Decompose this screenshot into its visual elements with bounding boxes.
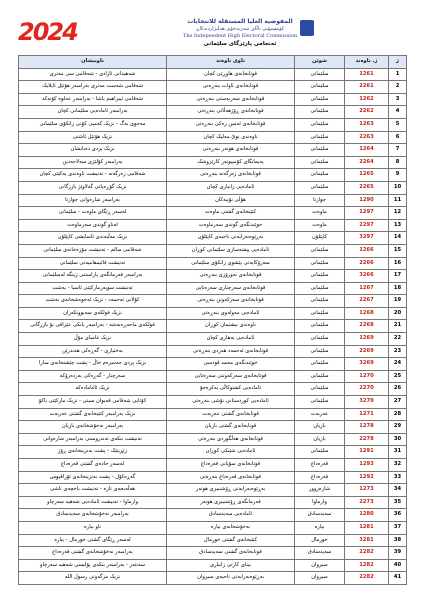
center-name: قوتابخانەی گشتی عەربەت [167, 408, 295, 421]
center-name: فەرمانگەی ڕۆشنبیری هونەر [167, 496, 295, 509]
address-cell: شەهیدانی ئازادی - شەقامی سی مەتری [19, 68, 167, 81]
center-name: قوتابخانەی زەرگەتە بنەڕەتی [167, 169, 295, 182]
center-name: ناوەندی نوێ مەلیک کچان [167, 131, 295, 144]
center-name: هۆڵی بۆینەکان [167, 194, 295, 207]
center-name: قوتابخانەی سەرچناری سەرەتایی [167, 282, 295, 295]
center-name: قوتابخانەی نەورۆزی بنەڕەتی [167, 270, 295, 283]
address-cell: تەنیشت سوپەرمارکێتی ئاسیا - بەشت [19, 282, 167, 295]
row-number: 17 [389, 270, 407, 283]
city-cell: سیروان [295, 559, 345, 572]
center-name: قوتابخانەی ڕۆژهەڵاتی بنەڕەتی [167, 106, 295, 119]
table-row [19, 156, 407, 169]
row-number: 12 [389, 207, 407, 220]
row-number: 9 [389, 169, 407, 182]
row-number: 14 [389, 232, 407, 245]
table-row [19, 81, 407, 94]
table-row [19, 144, 407, 157]
row-number: 5 [389, 118, 407, 131]
address-cell: شەقامی زەرگەتە - تەنیشت ناوەندی یەکێتی کچان [19, 169, 167, 182]
center-name: بەڕێوەبەرایەتی ناحیەی سیروان [167, 572, 295, 585]
row-number: 16 [389, 257, 407, 270]
address-cell: سەنتەر - بەرامبەر بنکەی پۆلیسی شەهید سەرچاو [19, 559, 167, 572]
table-row [19, 396, 407, 409]
table-row [19, 358, 407, 371]
row-number: 15 [389, 244, 407, 257]
center-id: 1267 [345, 282, 389, 295]
table-row [19, 194, 407, 207]
table-row [19, 446, 407, 459]
table-row [19, 106, 407, 119]
row-number: 26 [389, 383, 407, 396]
row-number: 13 [389, 219, 407, 232]
center-name: قوتابخانەی هاوڕێی کچان [167, 68, 295, 81]
city-cell: ماوەت [295, 219, 345, 232]
row-number: 21 [389, 320, 407, 333]
center-id: 2282 [345, 547, 389, 560]
center-id: 1263 [345, 118, 389, 131]
table-row [19, 521, 407, 534]
address-cell: فولکەی ماجەڕەبەشە - بەرامبەر بانکی عێراقی بۆ بازرگانی [19, 320, 167, 333]
address-cell: لەسەر جادەی گشتی قەرەداغ [19, 459, 167, 472]
table-row [19, 345, 407, 358]
center-id: 1266 [345, 244, 389, 257]
row-number: 6 [389, 131, 407, 144]
center-name: قوتابخانەی سۆپانی قەرەداغ [167, 459, 295, 472]
table-row [19, 383, 407, 396]
address-cell: بەرامبەر نەخۆشخانەی گشتی قەرەداغ [19, 547, 167, 560]
city-cell: سلێمانی [295, 144, 345, 157]
city-cell: ماوەت [295, 207, 345, 220]
address-cell: کۆتایی شەقامی قەیوان سیتی - نزیک مارکێتی باکۆ [19, 396, 167, 409]
center-id: 1282 [345, 559, 389, 572]
city-cell: سلێمانی [295, 307, 345, 320]
city-cell: سلێمانی [295, 93, 345, 106]
table-row [19, 333, 407, 346]
table-row [19, 433, 407, 446]
table-row [19, 244, 407, 257]
center-id: 1270 [345, 370, 389, 383]
center-id: 3266 [345, 270, 389, 283]
row-number: 39 [389, 547, 407, 560]
header-kurdish-title: كۆمسیۆنی باڵای سەربەخۆی هەڵبژاردنەکان [195, 26, 285, 32]
city-cell: سلێمانی [295, 446, 345, 459]
row-number: 1 [389, 68, 407, 81]
address-cell: نزیک هۆتێل ئاشتی [19, 131, 167, 144]
row-number: 36 [389, 509, 407, 522]
table-row [19, 232, 407, 245]
row-number: 38 [389, 534, 407, 547]
center-name: ئامادەیی زانیاری کچان [167, 181, 295, 194]
center-name: بەڕێوەبەرایەتی ڕۆشنبیری هونەر [167, 484, 295, 497]
header-no: ژ [389, 56, 407, 69]
center-id: 1262 [345, 93, 389, 106]
center-id: 2269 [345, 345, 389, 358]
city-cell: بازیان [295, 421, 345, 434]
header-id: ژ. ناوەند [345, 56, 389, 69]
city-cell: سلێمانی [295, 396, 345, 409]
center-id: 2267 [345, 295, 389, 308]
center-id: 2261 [345, 81, 389, 94]
city-cell: سلێمانی [295, 257, 345, 270]
address-cell: نزیک غامبای مۆڵ [19, 333, 167, 346]
center-id: 1293 [345, 459, 389, 472]
city-cell: سلێمانی [295, 118, 345, 131]
center-id: 2270 [345, 383, 389, 396]
row-number: 19 [389, 295, 407, 308]
center-name: ناوەندی نیشتمان کوڕان [167, 320, 295, 333]
center-name: سەرۆکایەتی پێشوی زانکۆی سلێمانی [167, 257, 295, 270]
centers-table [18, 55, 407, 585]
table-row [19, 68, 407, 81]
table-row [19, 169, 407, 182]
address-cell: بەرامبەر شارەوانی چوارتا [19, 194, 167, 207]
header-address: ناونیشان [19, 56, 167, 69]
row-number: 28 [389, 408, 407, 421]
table-row [19, 534, 407, 547]
center-name: بەڕێوەبەرایەتی ناحیەی کاپێلۆن [167, 232, 295, 245]
center-id: 2297 [345, 219, 389, 232]
address-cell: گەڕەکۆل - پشت بەنزینخانەی ئۆراقیوس [19, 471, 167, 484]
table-row [19, 509, 407, 522]
center-id: 1297 [345, 207, 389, 220]
table-row [19, 270, 407, 283]
city-cell: خورمال [295, 534, 345, 547]
table-row [19, 547, 407, 560]
center-name: خوێندنگەی گوندی سەرماوەت [167, 219, 295, 232]
address-cell: بەرامبەر فەرمانگەی پاراستنی ژینگە لەسلێمانی [19, 270, 167, 283]
center-name: ئامادەیی شێنکی کوڕان [167, 446, 295, 459]
row-number: 3 [389, 93, 407, 106]
city-cell: سلێمانی [295, 156, 345, 169]
center-name: قوتابخانەی ئەمین زەکی بنەڕەتی [167, 118, 295, 131]
table-header-row [19, 56, 407, 69]
table-row [19, 181, 407, 194]
city-cell: سلێمانی [295, 358, 345, 371]
city-cell: سلێمانی [295, 68, 345, 81]
table-row [19, 459, 407, 472]
address-cell: نزیک پردی دەبابشان [19, 144, 167, 157]
center-name: قوتابخانەی سەرکەوتن بنەڕەتی [167, 295, 295, 308]
center-name: قوتابخانەی گشتی بازیان [167, 421, 295, 434]
center-id: 2263 [345, 131, 389, 144]
address-cell: تەنیشت قائیمقامیەتی سلێمانی [19, 257, 167, 270]
center-name: قوتابخانەی ئاوات بنەڕەتی [167, 81, 295, 94]
address-cell: نزیک پردی حەسرەم خاڵ - پشت چێشتخانەی سارا [19, 358, 167, 371]
address-cell: مەحوی بەگ - نزیک کەمپی کۆنی زانکۆی سلێمانی [19, 118, 167, 131]
city-cell: سلێمانی [295, 131, 345, 144]
city-cell: سلێمانی [295, 282, 345, 295]
city-cell: سلێمانی [295, 295, 345, 308]
row-number: 8 [389, 156, 407, 169]
address-cell: نزیک بەرامبەر کتێبخانەی گشتی عەربەت [19, 408, 167, 421]
city-cell: سلێمانی [295, 333, 345, 346]
center-id: 2282 [345, 572, 389, 585]
city-cell: عەربەت [295, 408, 345, 421]
row-number: 18 [389, 282, 407, 295]
center-name: کتێبخانەی گشتی خورمال [167, 534, 295, 547]
center-name: پەیمانگای کۆمپیوتەر کارێزوشک [167, 156, 295, 169]
header-center: ناوی ناوەند [167, 56, 295, 69]
table-row [19, 257, 407, 270]
row-number: 31 [389, 446, 407, 459]
address-cell: نزیک فولکەی سەبوونکەران [19, 307, 167, 320]
center-name: ئامادەیی سەیدسادق [167, 509, 295, 522]
address-cell: شەقامی ئیبراهیم پاشا - بەرامبەر عەلوە کۆنەکە [19, 93, 167, 106]
center-name: قوتابخانەی قەرەداغ بنەڕەتی [167, 471, 295, 484]
row-number: 34 [389, 484, 407, 497]
header-english-title: The Independent High Electoral Commission [182, 33, 298, 39]
address-cell: هەڵەبجەی تازە - تەنیشت باخچەی ناشی [19, 484, 167, 497]
city-cell: سلێمانی [295, 244, 345, 257]
row-number: 7 [389, 144, 407, 157]
table-body [19, 68, 407, 584]
center-id: 1292 [345, 471, 389, 484]
center-name: قوتابخانەی گشتی سەیدسادق [167, 547, 295, 560]
center-name: قوتابخانەی سەرکەوتنی سەرەتایی [167, 370, 295, 383]
header-arabic-title: المفوضية العليا المستقلة للانتخابات [187, 18, 293, 25]
address-cell: کۆلانی ئەحمەد - نزیک ئەخوەشخانەی بەشت [19, 295, 167, 308]
table-row [19, 484, 407, 497]
address-cell: زێڕینێک - پشت بەنزینخانەی ڕۆژ [19, 446, 167, 459]
city-cell: قەرەداغ [295, 459, 345, 472]
center-id: 3269 [345, 358, 389, 371]
address-cell: سەرچنار - گەڕەکی بەردەرۆکە [19, 370, 167, 383]
center-id: 1265 [345, 169, 389, 182]
table-row [19, 408, 407, 421]
city-cell: بیارە [295, 521, 345, 534]
table-row [19, 131, 407, 144]
center-id: 1261 [345, 68, 389, 81]
city-cell: بازیان [295, 433, 345, 446]
row-number: 23 [389, 345, 407, 358]
center-id: 2268 [345, 320, 389, 333]
row-number: 20 [389, 307, 407, 320]
row-number: 4 [389, 106, 407, 119]
row-number: 29 [389, 421, 407, 434]
city-cell: سلێمانی [295, 106, 345, 119]
address-cell: شەقامی سالم - تەنیشت مۆزەخانەی سلێمانی [19, 244, 167, 257]
center-id: 2278 [345, 433, 389, 446]
city-cell: سلێمانی [295, 270, 345, 283]
header-subtitle: ئەنجامی پارێزگای سلێمانی [203, 41, 277, 47]
city-cell: سیروان [295, 572, 345, 585]
header-city: شوێن [295, 56, 345, 69]
center-name: خوێندنگەی محمد قودسی [167, 358, 295, 371]
row-number: 37 [389, 521, 407, 534]
table-row [19, 219, 407, 232]
center-id: 1278 [345, 421, 389, 434]
center-id: 3297 [345, 232, 389, 245]
table-row [19, 370, 407, 383]
address-cell: نزیک مەڵبەندی ئاسایشی کاپێلۆن [19, 232, 167, 245]
address-cell: بەختیاری - گەڕەکی هەندرێن [19, 345, 167, 358]
city-cell: سلێمانی [295, 169, 345, 182]
city-cell: وارماوا [295, 496, 345, 509]
center-id: 1290 [345, 194, 389, 207]
table-row [19, 496, 407, 509]
center-id: 1269 [345, 333, 389, 346]
table-row [19, 572, 407, 585]
center-id: 3281 [345, 534, 389, 547]
row-number: 40 [389, 559, 407, 572]
center-id: 1273 [345, 484, 389, 497]
address-cell: لەسەر ڕێگای گشتی خورمال - بیارە [19, 534, 167, 547]
center-name: بینای کارتی زانیاری [167, 559, 295, 572]
city-cell: سلێمانی [295, 320, 345, 333]
center-name: نەخۆشخانەی بیارە [167, 521, 295, 534]
table-row [19, 207, 407, 220]
center-name: ئامادەیی مەولەوی بنەڕەتی [167, 307, 295, 320]
center-name: قوتابخانەی سەربەستی بنەڕەتی [167, 93, 295, 106]
row-number: 10 [389, 181, 407, 194]
center-id: 1268 [345, 307, 389, 320]
row-number: 27 [389, 396, 407, 409]
city-cell: کاپێلۆن [295, 232, 345, 245]
center-id: 1280 [345, 509, 389, 522]
address-cell: بەرامبەر ئامادەیی سلێمانی کچان [19, 106, 167, 119]
address-cell: بەرامبەر نەخۆشخانەی بازیان [19, 421, 167, 434]
city-cell: سلێمانی [295, 370, 345, 383]
table-row [19, 421, 407, 434]
city-cell: سەیدسادق [295, 547, 345, 560]
row-number: 25 [389, 370, 407, 383]
address-cell: لەسەر ڕێگای ماوەت - سلێمانی [19, 207, 167, 220]
table-row [19, 118, 407, 131]
center-name: ئامادەیی پیشەسازی سلێمانی کوڕان [167, 244, 295, 257]
center-id: 1271 [345, 408, 389, 421]
city-cell: شارەزوور [295, 484, 345, 497]
city-cell: سلێمانی [295, 383, 345, 396]
city-cell: سەیدسادق [295, 509, 345, 522]
city-cell: قەرەداغ [295, 471, 345, 484]
center-id: 2264 [345, 156, 389, 169]
address-cell: نزیک ئاغامادەکە [19, 383, 167, 396]
address-cell: ناو بیارە [19, 521, 167, 534]
center-id: 1291 [345, 446, 389, 459]
table-row [19, 295, 407, 308]
address-cell: وارماوا - تەنیشت ئامادەیی شەهید سەرچاو [19, 496, 167, 509]
row-number: 24 [389, 358, 407, 371]
city-cell: چوارتا [295, 194, 345, 207]
center-name: ئامادەیی بەهاری کچان [167, 333, 295, 346]
center-id: 2265 [345, 181, 389, 194]
row-number: 33 [389, 471, 407, 484]
center-name: قوتابخانەی هەڵگوردی بنەڕەتی [167, 433, 295, 446]
row-number: 41 [389, 572, 407, 585]
table-row [19, 471, 407, 484]
address-cell: بەرامبەر کۆلێژی سەلاحەدین [19, 156, 167, 169]
address-cell: بەرامبەر نەخۆشخانەی سەیدسادق [19, 509, 167, 522]
election-logo [18, 20, 88, 48]
center-id: 1281 [345, 521, 389, 534]
city-cell: سلێمانی [295, 181, 345, 194]
table-row [19, 307, 407, 320]
row-number: 11 [389, 194, 407, 207]
center-name: کتێبخانەی گشتی ماوەت [167, 207, 295, 220]
center-name: قوتابخانەی هونەر بنەڕەتی [167, 144, 295, 157]
center-id: 2262 [345, 106, 389, 119]
address-cell: لەناو گوندی سەرماوەت [19, 219, 167, 232]
city-cell: سلێمانی [295, 345, 345, 358]
center-id: 2266 [345, 257, 389, 270]
row-number: 22 [389, 333, 407, 346]
table-row [19, 320, 407, 333]
address-cell: تەنیشت بنکەی تەندروستی بەرامبەر شارەوانی [19, 433, 167, 446]
center-id: 1264 [345, 144, 389, 157]
row-number: 32 [389, 459, 407, 472]
row-number: 30 [389, 433, 407, 446]
address-cell: نزیک مزگەوتی رسول الله [19, 572, 167, 585]
center-id: 2273 [345, 496, 389, 509]
center-name: ئامادەیی کشتوکاڵی بەکرەجۆ [167, 383, 295, 396]
table-row [19, 559, 407, 572]
logo-year: 2024 [18, 18, 77, 46]
address-cell: نزیک گۆڕەپانی گەلاوێژ بازرگانی [19, 181, 167, 194]
table-row [19, 282, 407, 295]
center-name: ئامادەیی کوردستانی نۆشی بنەڕەتی [167, 396, 295, 409]
center-name: قوتابخانەی ئەحمەد هەردی بنەڕەتی [167, 345, 295, 358]
city-cell: سلێمانی [295, 81, 345, 94]
row-number: 2 [389, 81, 407, 94]
center-id: 3270 [345, 396, 389, 409]
row-number: 35 [389, 496, 407, 509]
address-cell: شەقامی شەست مەتری بەرامبەر هۆتێل ئایلایک [19, 81, 167, 94]
table-row [19, 93, 407, 106]
